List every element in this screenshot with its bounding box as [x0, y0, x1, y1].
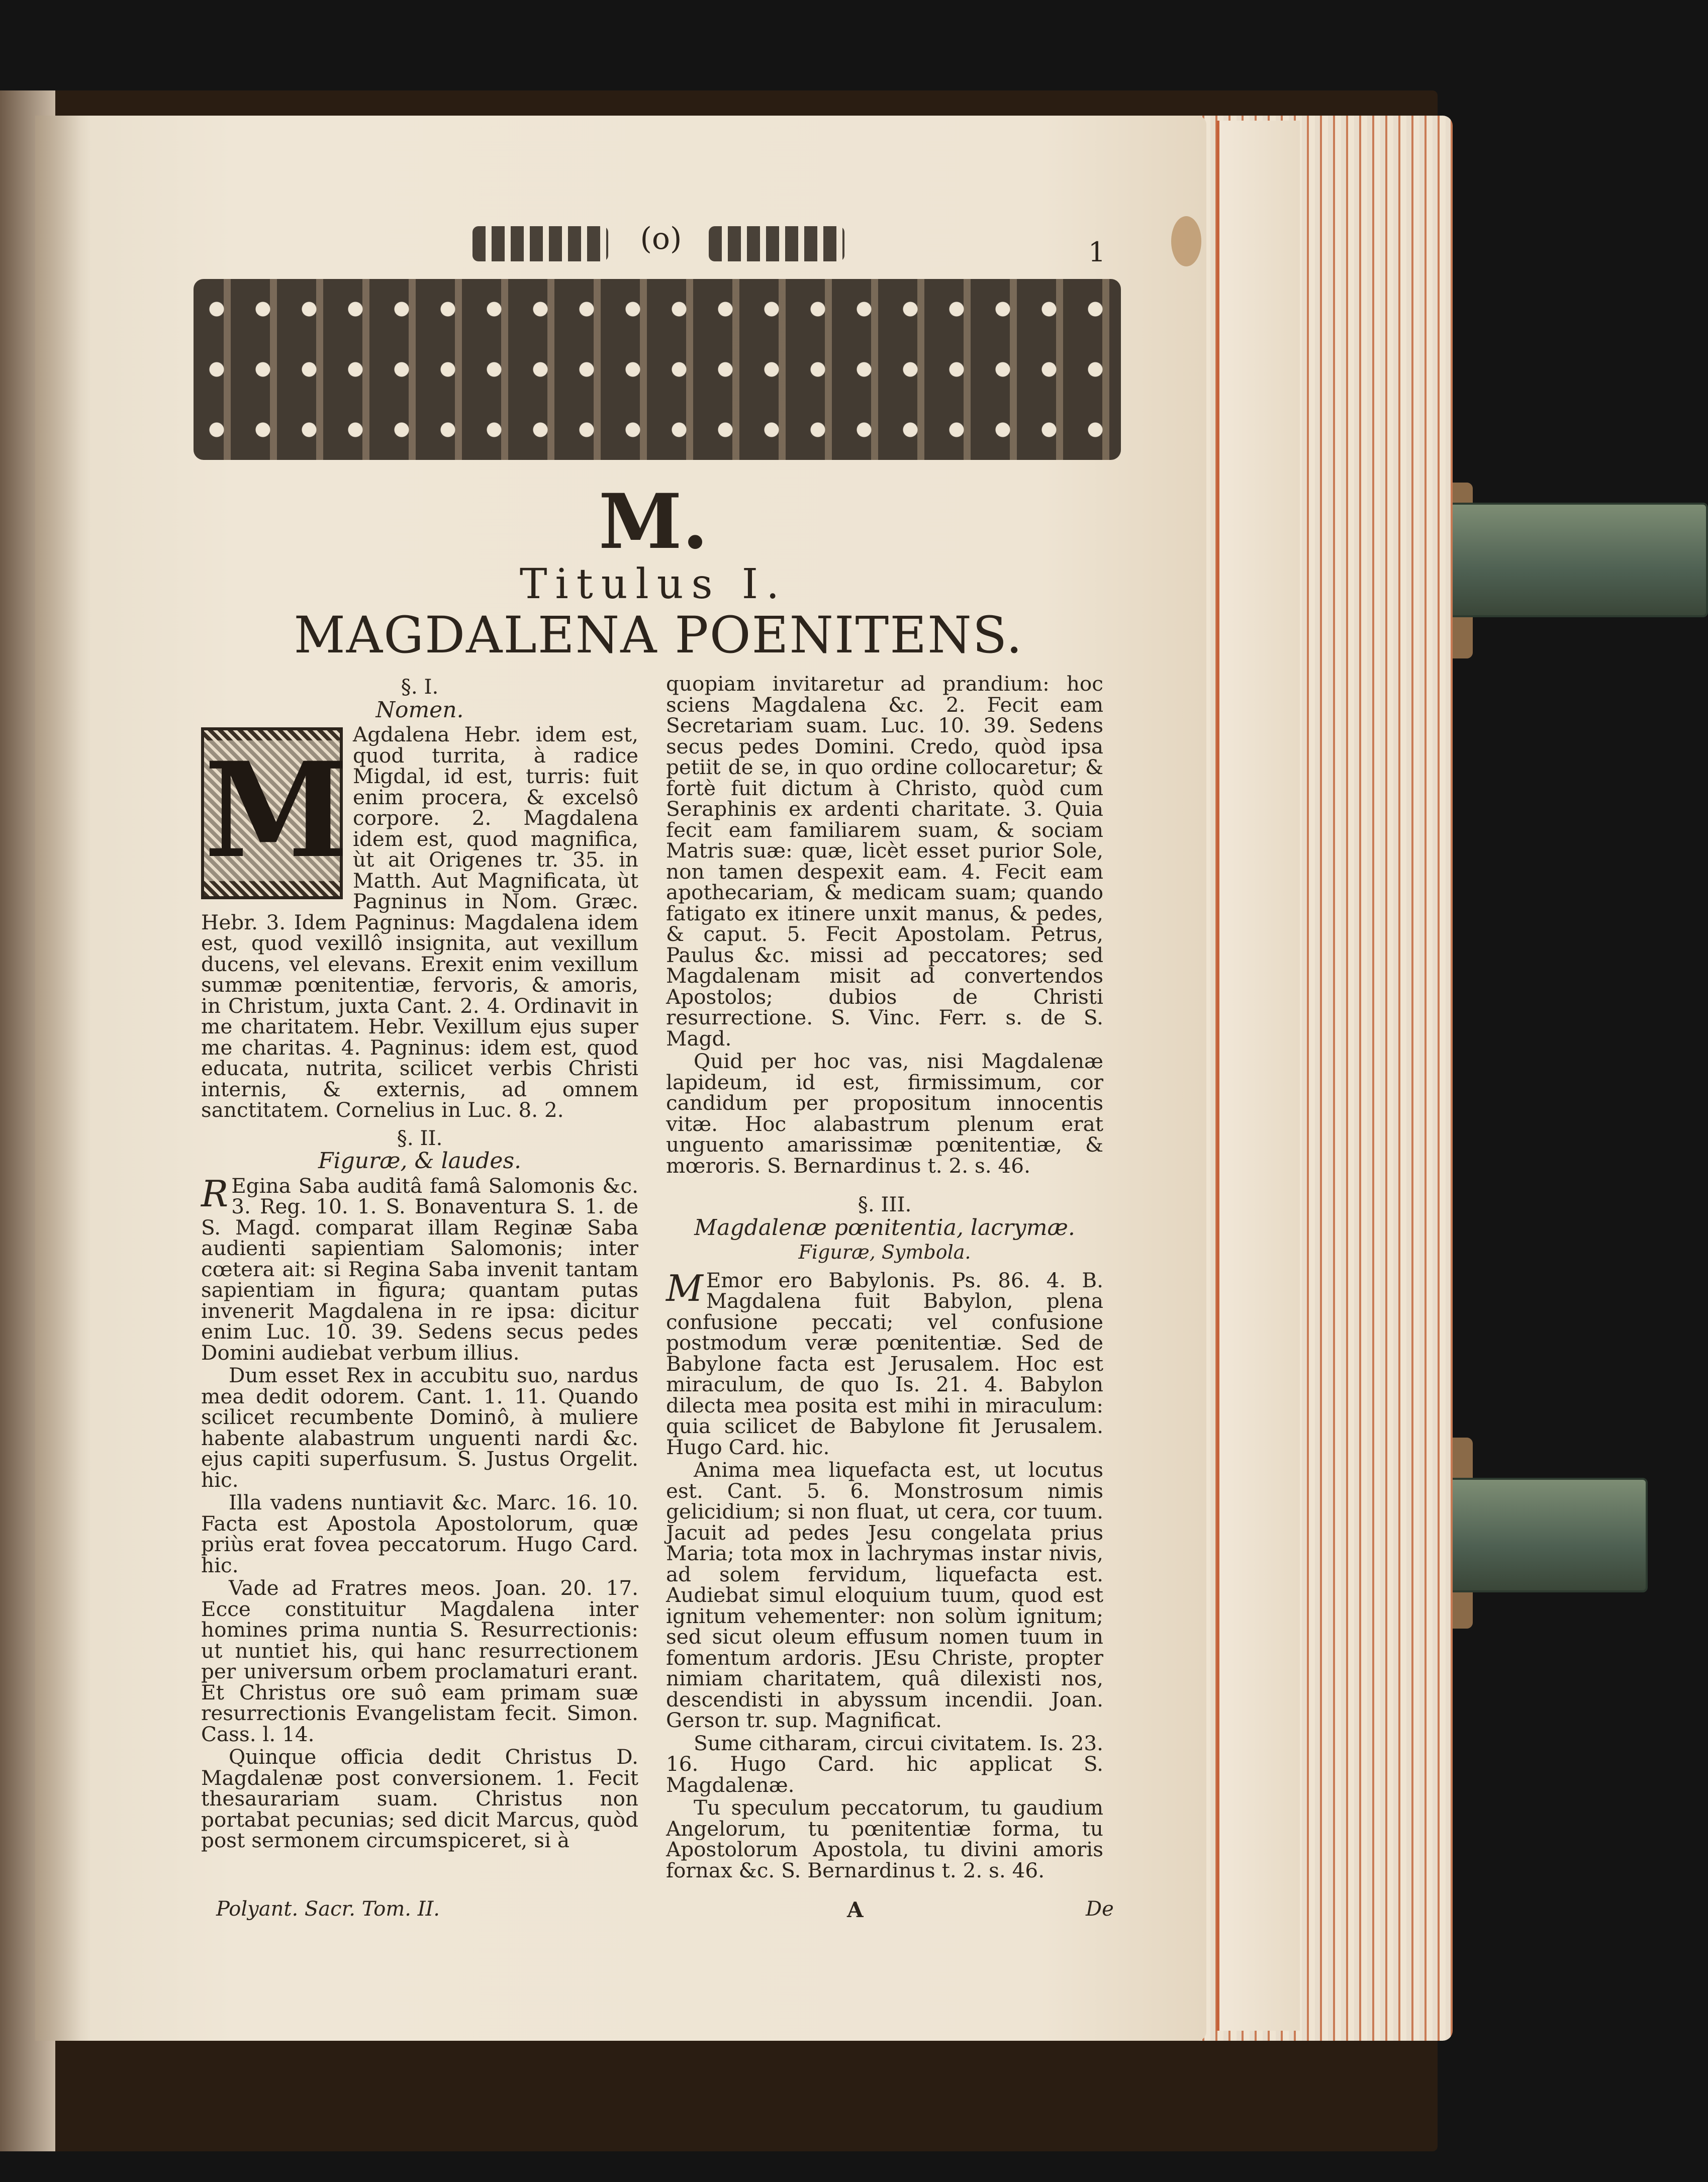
paragraph: Illa vadens nuntiavit &c. Marc. 16. 10. Facta est Apostola Apostolorum, quæ priùs erat fovea peccatorum. Hugo Card. hic. — [201, 1490, 638, 1577]
signature-mark: A — [847, 1898, 864, 1922]
left-column — [201, 674, 638, 1853]
section-number: §. II. — [397, 1125, 443, 1150]
footer-volume: Polyant. Sacr. Tom. II. — [216, 1898, 440, 1921]
section-subtitle: Magdalenæ pœnitentia, lacrymæ. — [694, 1214, 1075, 1241]
page-stain — [1171, 216, 1201, 266]
page-gutter — [35, 116, 90, 2041]
paragraph: Tu speculum peccatorum, tu gaudium Angelorum, tu pœnitentiæ forma, tu Apostolorum Apostola, tu divini amoris fornax &c. S. Bernardinus t. 2. s. 46. — [666, 1795, 1103, 1882]
decorated-initial-letter: M — [204, 734, 349, 887]
section-subtitle: Figuræ, & laudes. — [318, 1148, 522, 1174]
section-letter: M. — [598, 478, 709, 566]
initial-letter: R — [201, 1172, 229, 1215]
chapter-title: MAGDALENA POENITENS. — [294, 606, 1023, 665]
ornament-left — [472, 226, 608, 261]
paragraph: Sume citharam, circui civitatem. Is. 23. 16. Hugo Card. hic applicat S. Magdalenæ. — [666, 1731, 1103, 1797]
initial-letter: M — [666, 1267, 703, 1309]
paragraph: Quinque officia dedit Christus D. Magdalenæ post conversionem. 1. Fecit thesaurariam suam. Christus non portabat pecunias; sed dicit Marcus, quòd post sermonem circumspiceret, si à — [201, 1745, 638, 1852]
paragraph: Egina Saba auditâ famâ Salomonis &c. 3. Reg. 10. 1. S. Bonaventura S. 1. de S. Magd. comparat illam Reginæ Saba audienti sapientiam Salomonis; inter cœtera ait: si Regina Saba invenit tantam sapientiam in figura; quantam putas invenerit Magdalena in re ipsa: dicitur enim Luc. 10. 39. Sedens secus pedes Domini audiebat verbum illius. — [201, 1173, 638, 1365]
titulus-heading: Titulus I. — [519, 560, 788, 608]
page-edges — [1171, 116, 1453, 2041]
section-number: §. III. — [858, 1192, 912, 1216]
paragraph: quopiam invitaretur ad prandium: hoc sciens Magdalena &c. 2. Fecit eam Secretariam suam. Luc. 10. 39. Sedens secus pedes Domini. Credo, quòd ipsa petiit de se, in quo ordine collocaretur; & fortè fuit dictum à Christo, quòd cum Seraphinis ex ardenti charitate. 3. Quia fecit eam familiarem suam, & sociam Matris suæ: quæ, licèt esset purior Sole, non tamen despexit eam. 4. Fecit eam apothecariam, & medicam suam; quando fatigato ex itinere unxit manus, & pedes, & caput. 5. Fecit Apostolam. Petrus, Paulus &c. missi ad peccatores; sed Magdalenam misit ad convertendos Apostolos; dubios de Christi resurrectione. S. Vinc. Ferr. s. de S. Magd. — [666, 672, 1103, 1051]
floral-ornament-banner — [194, 279, 1121, 460]
running-header — [472, 221, 1101, 266]
right-column — [666, 674, 1103, 1883]
paragraph: Agdalena Hebr. idem est, quod turrita, à radice Migdal, id est, turris: fuit enim procera, & excelsô corpore. 2. Magdalena idem est, quod magnifica, ùt ait Origenes tr. 35. in Matth. Aut Magnificata, ùt Pagninus in Nom. Græc. Hebr. 3. Idem Pagninus: Magdalena idem est, quod vexillô insignita, aut vexillum ducens, vel elevans. Erexit enim vexillum summæ pœnitentiæ, fervoris, & amoris, in Christum, juxta Cant. 2. 4. Ordinavit in me charitatem. Hebr. Vexillum ejus super me charitas. 4. Pagninus: idem est, quod educata, nutrita, scilicet verbis Christi internis, & externis, ad omnem sanctitatem. Cornelius in Luc. 8. 2. — [201, 722, 638, 1122]
decorated-initial — [201, 727, 349, 899]
page-stack — [1216, 121, 1300, 2031]
paragraph: Emor ero Babylonis. Ps. 86. 4. B. Magdalena fuit Babylon, plena confusione peccati; vel confusione postmodum veræ pœnitentiæ. Sed de Babylone facta est Jerusalem. Hoc est miraculum, de quo Is. 21. 4. Babylon dilecta mea posita est mihi in miraculum: quia scilicet de Babylone fit Jerusalem. Hugo Card. hic. — [666, 1268, 1103, 1459]
paragraph: Quid per hoc vas, nisi Magdalenæ lapideum, id est, firmissimum, cor candidum per propositum innocentis vitæ. Hoc alabastrum plenum erat unguento amarissimæ pœnitentiæ, & mœroris. S. Bernardinus t. 2. s. 46. — [666, 1049, 1103, 1178]
section-number: §. I. — [401, 675, 439, 699]
page-marker: (o) — [640, 221, 682, 256]
catchword: De — [1086, 1898, 1114, 1921]
section-subtitle-2: Figuræ, Symbola. — [798, 1241, 971, 1263]
paragraph: Dum esset Rex in accubitu suo, nardus mea dedit odorem. Cant. 1. 11. Quando scilicet recumbente Dominô, à muliere habente alabastrum unguenti nardi &c. ejus capiti superfusum. S. Justus Orgelit. hic. — [201, 1363, 638, 1492]
page-number: 1 — [1088, 236, 1106, 268]
paragraph: Vade ad Fratres meos. Joan. 20. 17. Ecce constituitur Magdalena inter homines prima nuntia S. Resurrectionis: ut nuntiet his, qui hanc resurrectionem per universum orbem proclamaturi erant. Et Christus ore suô eam primam suæ resurrectionis Evangelistam fecit. Simon. Cass. l. 14. — [201, 1576, 638, 1746]
ornament-right — [709, 226, 844, 261]
paragraph: Anima mea liquefacta est, ut locutus est. Cant. 5. 6. Monstrosum nimis gelicidium; si non fluat, ut cera, cor tuum. Jacuit ad pedes Jesu congelata prius Maria; tota mox in lachrymas instar nivis, ad solem fervidum, liquefacta est. Audiebat simul eloquium tuum, quod est ignitum vehementer: non solùm ignitum; sed sicut oleum effusum nomen tuum in fomentum ardoris. JEsu Christe, propter nimiam charitatem, quâ dilexisti nos, descendisti in abyssum incendii. Joan. Gerson tr. sup. Magnificat. — [666, 1458, 1103, 1732]
section-subtitle: Nomen. — [375, 697, 464, 723]
